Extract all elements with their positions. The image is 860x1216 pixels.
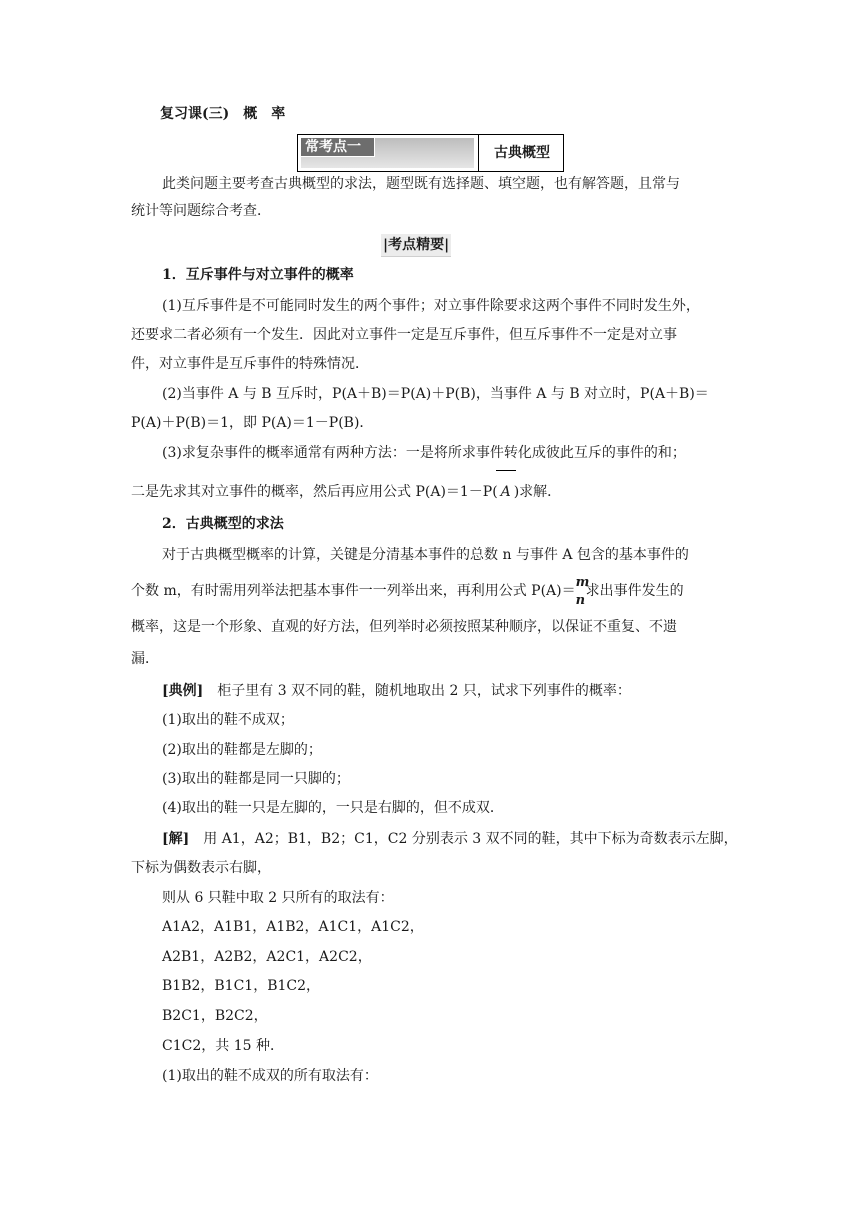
pairs-row-4: B2C1，B2C2， (162, 1008, 268, 1024)
fraction-numerator: m (575, 575, 590, 590)
pairs-row-1: A1A2，A1B1，A1B2，A1C1，A1C2， (162, 919, 424, 935)
chapter-title: 复习课(三) 概 率 (160, 106, 286, 122)
sec2-line-2 (131, 575, 684, 608)
solution-part-1: (1)取出的鞋不成双的所有取法有： (162, 1068, 378, 1084)
topic-box (297, 134, 564, 172)
sec2-line-1: 对于古典概型概率的计算，关键是分清基本事件的总数 n 与事件 A 包含的基本事件的 (162, 547, 689, 563)
section-subheading: |考点精要| (381, 234, 451, 257)
sec1-p1-line-3: 件，对立事件是互斥事件的特殊情况． (131, 356, 369, 372)
example-item-4: (4)取出的鞋一只是左脚的，一只是右脚的，但不成双． (162, 800, 504, 816)
example-item-1: (1)取出的鞋不成双； (162, 712, 294, 728)
sec2-line-2-pre: 个数 m，有时需用列举法把基本事件一一列举出来，再利用公式 P(A)＝ (131, 583, 576, 599)
topic-title: 古典概型 (494, 145, 550, 161)
fraction-m-over-n (575, 575, 590, 608)
fraction-denominator: n (575, 593, 586, 608)
sec2-line-3: 概率，这是一个形象、直观的好方法，但列举时必须按照某种顺序，以保证不重复、不遗 (131, 619, 677, 635)
sec1-p1-line-1: (1)互斥事件是不可能同时发生的两个事件；对立事件除要求这两个事件不同时发生外， (162, 298, 700, 314)
solution-line-3: 则从 6 只鞋中取 2 只所有的取法有： (162, 890, 394, 906)
sec1-p2-line-1: (2)当事件 A 与 B 互斥时，P(A＋B)＝P(A)＋P(B)，当事件 A 与 B 对立时，P(A＋B)＝ (162, 386, 709, 402)
example-item-3: (3)取出的鞋都是同一只脚的； (162, 771, 350, 787)
intro-line-2: 统计等问题综合考查． (131, 203, 271, 219)
sec1-heading: 1．互斥事件与对立事件的概率 (162, 267, 354, 283)
example-statement (162, 681, 631, 701)
example-label: [典例] (162, 683, 204, 699)
solution-text: 用 A1，A2；B1，B2；C1，C2 分别表示 3 双不同的鞋，其中下标为奇数表示左脚， (189, 831, 738, 847)
complement-event-a: A (498, 482, 514, 502)
solution-line-2: 下标为偶数表示右脚， (131, 860, 271, 876)
pairs-row-3: B1B2，B1C1，B1C2， (162, 978, 321, 994)
solution-label: [解] (162, 831, 190, 847)
sec1-p1-line-2: 还要求二者必须有一个发生．因此对立事件一定是互斥事件，但互斥事件不一定是对立事 (131, 327, 677, 343)
sec1-p2-line-2: P(A)＋P(B)＝1，即 P(A)＝1－P(B)． (131, 415, 374, 431)
topic-tag: 常考点一 (301, 138, 375, 157)
example-item-2: (2)取出的鞋都是左脚的； (162, 742, 322, 758)
topic-divider (478, 135, 479, 171)
pairs-row-2: A2B1，A2B2，A2C1，A2C2， (162, 949, 372, 965)
intro-line-1: 此类问题主要考查古典概型的求法，题型既有选择题、填空题，也有解答题，且常与 (162, 176, 680, 192)
sec1-p3-line-1: (3)求复杂事件的概率通常有两种方法：一是将所求事件转化成彼此互斥的事件的和； (162, 445, 686, 461)
formula-text-post: )求解． (513, 484, 562, 500)
example-text: 柜子里有 3 双不同的鞋，随机地取出 2 只，试求下列事件的概率： (203, 683, 631, 699)
sec2-line-2-post: 求出事件发生的 (585, 583, 684, 599)
formula-text-pre: 二是先求其对立事件的概率，然后再应用公式 P(A)＝1－P( (131, 484, 498, 500)
sec2-line-4: 漏． (131, 651, 159, 667)
pairs-row-5: C1C2，共 15 种． (162, 1038, 284, 1054)
solution-line-1 (162, 829, 738, 849)
sec1-p3-line-2 (131, 482, 561, 502)
sec2-heading: 2．古典概型的求法 (162, 516, 284, 532)
